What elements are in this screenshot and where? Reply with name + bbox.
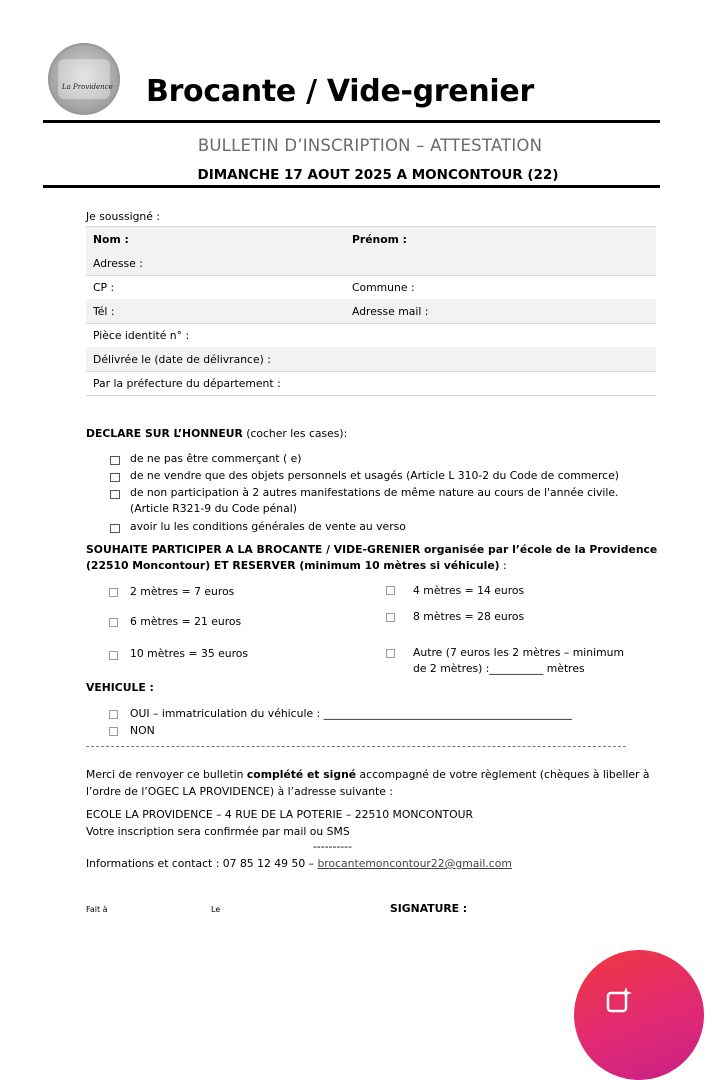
logo-seal [48, 43, 120, 115]
header-rule-top [43, 120, 660, 123]
option-8m: 8 mètres = 28 euros [413, 610, 525, 623]
logo-script-text: La Providence [62, 83, 113, 91]
label-prenom: Prénom : [352, 233, 407, 246]
contact-line [86, 858, 512, 871]
label-prefecture: Par la préfecture du département : [93, 377, 281, 390]
school-address: ECOLE LA PROVIDENCE – 4 RUE DE LA POTERIE – 22510 MONCONTOUR [86, 808, 474, 821]
return-text-bold: complété et signé [246, 768, 357, 781]
label-tel: Tél : [93, 305, 115, 318]
option-4m: 4 mètres = 14 euros [413, 584, 525, 597]
fait-a-label: Fait à [86, 905, 108, 914]
declaration-item-3: de non participation à 2 autres manifestations de même nature au cours de l'année civile. [130, 486, 619, 499]
option-checkbox-10m[interactable] [109, 651, 118, 660]
participation-heading-line1: SOUHAITE PARTICIPER A LA BROCANTE / VIDE-GRENIER organisée par l’école de la Providence [86, 543, 658, 556]
option-checkbox-8m[interactable] [386, 613, 395, 622]
declaration-item-1: de ne pas être commerçant ( e) [130, 452, 302, 465]
label-piece-identite: Pièce identité n° : [93, 329, 190, 342]
label-delivree: Délivrée le (date de délivrance) : [93, 353, 271, 366]
return-instructions-line2: l’ordre de l’OGEC LA PROVIDENCE) à l’adresse suivante : [86, 785, 394, 798]
page-title: Brocante / Vide-grenier [146, 74, 534, 109]
contact-prefix: Informations et contact : 07 85 12 49 50 – [86, 857, 318, 870]
declaration-item-4: avoir lu les conditions générales de vente au verso [130, 520, 406, 533]
label-commune: Commune : [352, 281, 415, 294]
option-autre-line2: de 2 mètres) :__________ mètres [413, 662, 585, 675]
form-row-cp[interactable] [86, 275, 656, 300]
declaration-item-2: de ne vendre que des objets personnels et usagés (Article L 310-2 du Code de commerce) [130, 469, 619, 482]
form-row-tel[interactable] [86, 299, 656, 324]
subtitle: BULLETIN D’INSCRIPTION – ATTESTATION [197, 136, 543, 155]
header-rule-bottom [43, 185, 660, 188]
form-row-piece-identite[interactable] [86, 323, 656, 348]
declaration-item-3-ref: (Article R321-9 du Code pénal) [130, 502, 297, 515]
declaration-checkbox-1[interactable] [110, 456, 120, 465]
edit-image-icon [604, 985, 634, 1015]
return-text-a: Merci de renvoyer ce bulletin [86, 768, 247, 781]
signature-label: SIGNATURE : [390, 902, 468, 915]
separator-dashes: ---------- [313, 840, 352, 853]
label-nom: Nom : [93, 233, 129, 246]
option-10m: 10 mètres = 35 euros [130, 647, 249, 660]
floating-action-badge[interactable] [574, 950, 704, 1080]
label-mail: Adresse mail : [352, 305, 429, 318]
vehicule-checkbox-oui[interactable] [109, 710, 118, 719]
option-checkbox-autre[interactable] [386, 649, 395, 658]
return-instructions-line1 [86, 769, 650, 782]
declaration-heading [86, 428, 347, 441]
participation-heading-line2-rest: : [499, 559, 507, 572]
cut-line [86, 746, 626, 747]
option-6m: 6 mètres = 21 euros [130, 615, 242, 628]
return-text-c: accompagné de votre règlement (chèques à libeller à [356, 768, 650, 781]
vehicule-non: NON [130, 724, 155, 737]
option-checkbox-4m[interactable] [386, 586, 395, 595]
option-autre-line1: Autre (7 euros les 2 mètres – minimum [413, 646, 624, 659]
declaration-checkbox-3[interactable] [110, 490, 120, 499]
form-row-adresse[interactable] [86, 251, 656, 276]
declaration-checkbox-2[interactable] [110, 473, 120, 482]
intro-text: Je soussigné : [86, 210, 160, 223]
option-checkbox-2m[interactable] [109, 588, 118, 597]
label-adresse: Adresse : [93, 257, 143, 270]
declaration-heading-rest: (cocher les cases): [242, 427, 348, 440]
participation-heading-line2 [86, 560, 507, 573]
form-row-prefecture[interactable] [86, 371, 656, 396]
option-checkbox-6m[interactable] [109, 618, 118, 627]
participation-heading-line2-bold: (22510 Moncontour) ET RESERVER (minimum 10 mètres si véhicule) [86, 559, 500, 572]
option-2m: 2 mètres = 7 euros [130, 585, 235, 598]
form-row-delivree[interactable] [86, 347, 656, 372]
declaration-heading-bold: DECLARE SUR L’HONNEUR [86, 427, 243, 440]
contact-email-link[interactable]: brocantemoncontour22@gmail.com [317, 857, 512, 870]
form-row-nom[interactable] [86, 227, 656, 252]
event-date: DIMANCHE 17 AOUT 2025 A MONCONTOUR (22) [197, 167, 559, 183]
vehicule-checkbox-non[interactable] [109, 727, 118, 736]
vehicule-heading: VEHICULE : [86, 681, 154, 694]
le-label: Le [211, 905, 221, 914]
vehicule-oui: OUI – immatriculation du véhicule : ______________________________________________ [130, 707, 572, 720]
declaration-checkbox-4[interactable] [110, 524, 120, 533]
confirmation-note: Votre inscription sera confirmée par mail ou SMS [86, 825, 350, 838]
label-cp: CP : [93, 281, 115, 294]
